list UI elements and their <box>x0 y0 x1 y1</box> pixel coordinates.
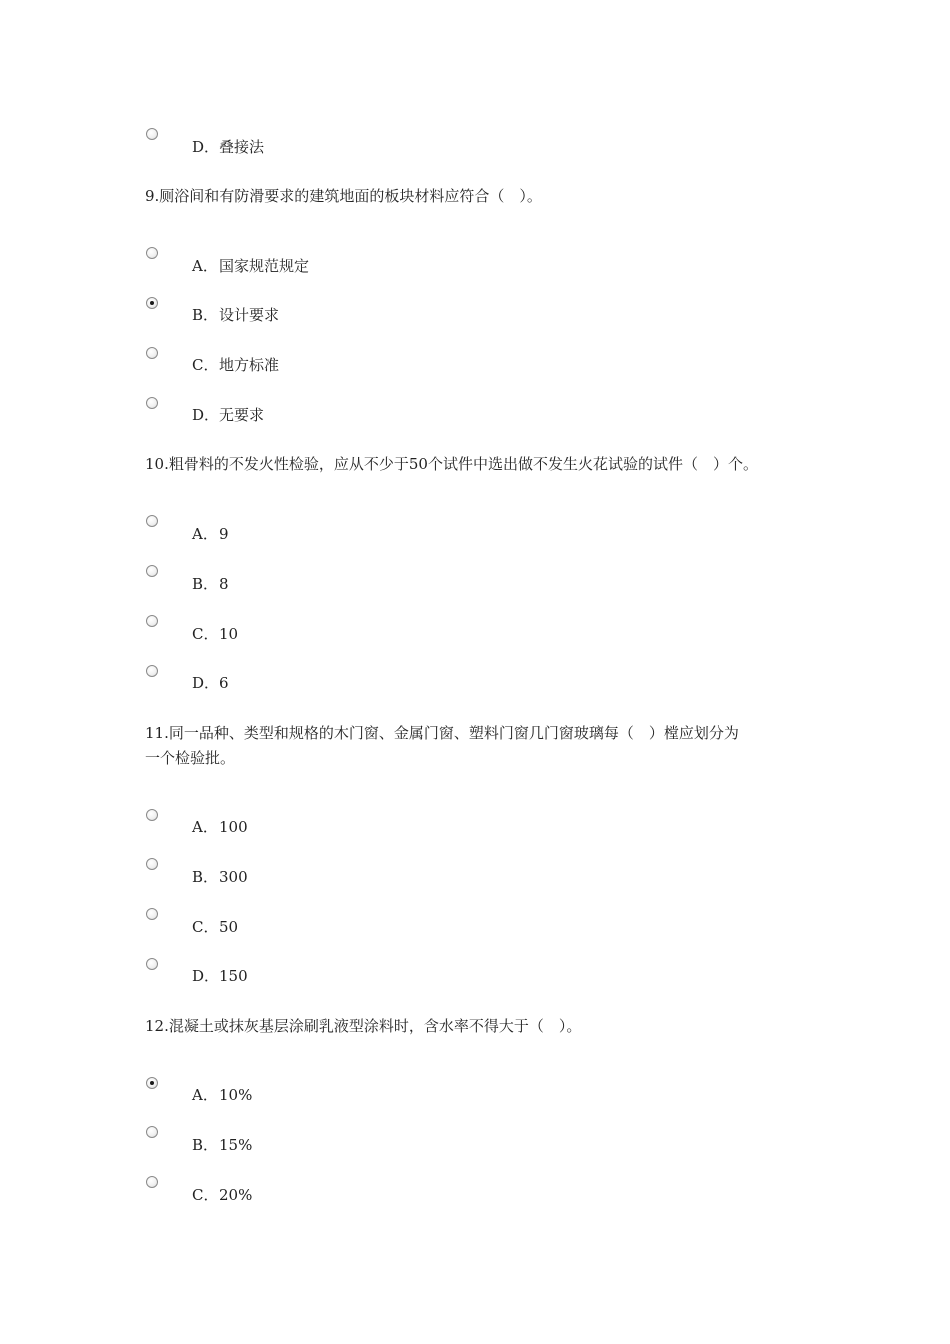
q11-option-b-radio[interactable] <box>146 858 158 870</box>
q12-option-c-label: C．20% <box>192 1186 253 1204</box>
q11-option-c-radio[interactable] <box>146 908 158 920</box>
q9-option-a-radio[interactable] <box>146 247 158 259</box>
q11-option-c-label: C．50 <box>192 918 239 936</box>
q9-option-c-label: C．地方标准 <box>192 356 280 374</box>
q12-option-b-label: B．15% <box>192 1136 253 1154</box>
q10-option-c-label: C．10 <box>192 625 239 643</box>
q10-option-a-radio[interactable] <box>146 515 158 527</box>
question-11-text <box>145 721 825 771</box>
q10-option-b-radio[interactable] <box>146 565 158 577</box>
q10-option-d-radio[interactable] <box>146 665 158 677</box>
q12-option-b-radio[interactable] <box>146 1126 158 1138</box>
question-11-line-1: 11.同一品种、类型和规格的木门窗、金属门窗、塑料门窗几门窗玻璃每（ ）樘应划分为 <box>145 724 739 742</box>
q11-option-d-radio[interactable] <box>146 958 158 970</box>
question-9-text: 9.厕浴间和有防滑要求的建筑地面的板块材料应符合（ ）。 <box>145 187 542 205</box>
q9-option-a-label: A．国家规范规定 <box>192 257 310 275</box>
q9-option-d-label: D．无要求 <box>192 406 265 424</box>
q12-option-a-radio[interactable] <box>146 1077 158 1089</box>
q11-option-d-label: D．150 <box>192 967 248 985</box>
q10-option-a-label: A．9 <box>192 525 229 543</box>
question-10-text: 10.粗骨料的不发火性检验，应从不少于50个试件中选出做不发生火花试验的试件（ ）个。 <box>145 455 758 473</box>
q9-option-b-label: B．设计要求 <box>192 306 280 324</box>
q8-option-d-radio[interactable] <box>146 128 158 140</box>
q12-option-c-radio[interactable] <box>146 1176 158 1188</box>
q10-option-b-label: B．8 <box>192 575 229 593</box>
q11-option-b-label: B．300 <box>192 868 248 886</box>
q9-option-c-radio[interactable] <box>146 347 158 359</box>
q9-option-d-radio[interactable] <box>146 397 158 409</box>
q9-option-b-radio[interactable] <box>146 297 158 309</box>
question-12-text: 12.混凝土或抹灰基层涂刷乳液型涂料时，含水率不得大于（ ）。 <box>145 1017 582 1035</box>
q11-option-a-label: A．100 <box>192 818 248 836</box>
q10-option-d-label: D．6 <box>192 674 229 692</box>
q11-option-a-radio[interactable] <box>146 809 158 821</box>
q12-option-a-label: A．10% <box>192 1086 253 1104</box>
question-11-line-2: 一个检验批。 <box>145 749 236 767</box>
q10-option-c-radio[interactable] <box>146 615 158 627</box>
q8-option-d-label: D．叠接法 <box>192 138 265 156</box>
